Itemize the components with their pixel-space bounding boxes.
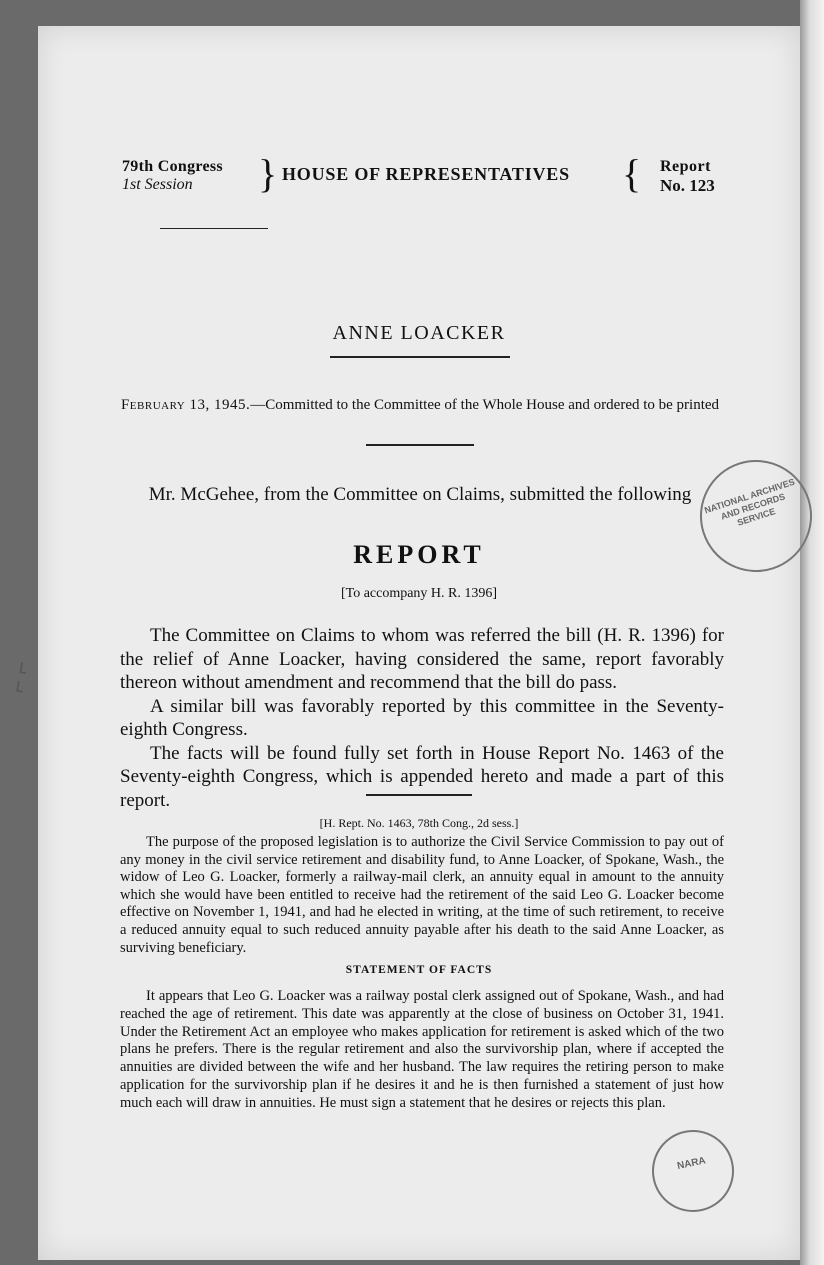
body-end-rule	[366, 794, 472, 796]
body-paragraph: The facts will be found fully set forth in House Report No. 1463 of the Seventy-eighth Congress, which is appended hereto and made a part of this report.	[120, 742, 724, 811]
committal-text: —Committed to the Committee of the Whole House and ordered to be printed	[250, 397, 720, 413]
committal-note	[120, 396, 720, 415]
report-heading: REPORT	[353, 540, 485, 569]
report-number: No. 123	[660, 176, 715, 195]
submitter-line: Mr. McGehee, from the Committee on Claims, submitted the following	[148, 484, 692, 505]
accompany-note: [To accompany H. R. 1396]	[340, 586, 498, 601]
body-paragraph: A similar bill was favorably reported by this committee in the Seventy-eighth Congress.	[120, 695, 724, 740]
report-label: Report	[660, 158, 711, 175]
document-page	[38, 26, 800, 1260]
header-underline-left	[160, 228, 268, 229]
facts-paragraph: It appears that Leo G. Loacker was a railway postal clerk assigned out of Spokane, Wash., and had reached the age of retirement. This date was apparently at the close of business on October 31, 1941. Under the Retirement Act an employee who makes application for retirement is asked which of the two plans he prefers. There is the regular retirement and also the survivorship plan, where if accepted the annuities are divided between the wife and her husband. The law requires the retiring person to make application for the survivorship plan if he desires it and he is then furnished a statement of just how much each will draw in annuities. He must sign a statement that he desires or rejects this plan.	[120, 988, 724, 1111]
left-brace: }	[258, 151, 278, 196]
library-stamp-text: NATIONAL ARCHIVES AND RECORDS SERVICE	[703, 476, 796, 528]
appended-report-citation: [H. Rept. No. 1463, 78th Cong., 2d sess.]	[319, 816, 519, 830]
congress-session-block	[122, 158, 262, 194]
committal-date: February 13, 1945.	[120, 397, 251, 413]
chamber-title: HOUSE OF REPRESENTATIVES	[282, 164, 570, 184]
nara-stamp-text: NARA	[676, 1155, 707, 1173]
report-header	[112, 151, 762, 228]
right-brace: {	[622, 151, 642, 196]
report-number-block	[660, 158, 750, 196]
title-rule	[330, 356, 510, 358]
statement-of-facts	[120, 988, 724, 1113]
committal-rule	[366, 444, 474, 446]
statement-of-facts-heading: STATEMENT OF FACTS	[345, 964, 493, 976]
bill-title: ANNE LOACKER	[332, 322, 506, 344]
session-label: 1st Session	[122, 176, 193, 193]
purpose-paragraph: The purpose of the proposed legislation is to authorize the Civil Service Commission to pay out of any money in the civil service retirement and disability fund, to Anne Loacker, of Spokane, Wash., the widow of Leo G. Loacker, formerly a railway-mail clerk, an annuity equal in amount to the annuity which she would have been entitled to receive had the retirement of the said Leo G. Loacker become effective on November 1, 1941, and had he elected in writing, at the time of such retirement, to receive a reduced annuity equal to such reduced annuity payable after his death to the said Anne Loacker, as surviving beneficiary.	[120, 834, 724, 956]
report-body	[120, 624, 724, 812]
body-paragraph: The Committee on Claims to whom was referred the bill (H. R. 1396) for the relief of Anne Loacker, having considered the same, report favorably thereon without amendment and recommend that the bill do pass.	[120, 625, 724, 693]
congress-label: 79th Congress	[122, 158, 223, 175]
handwritten-margin-mark: ⌐ ⌐	[4, 659, 35, 695]
page-edge-strip	[800, 0, 824, 1265]
appended-report-purpose	[120, 834, 724, 957]
